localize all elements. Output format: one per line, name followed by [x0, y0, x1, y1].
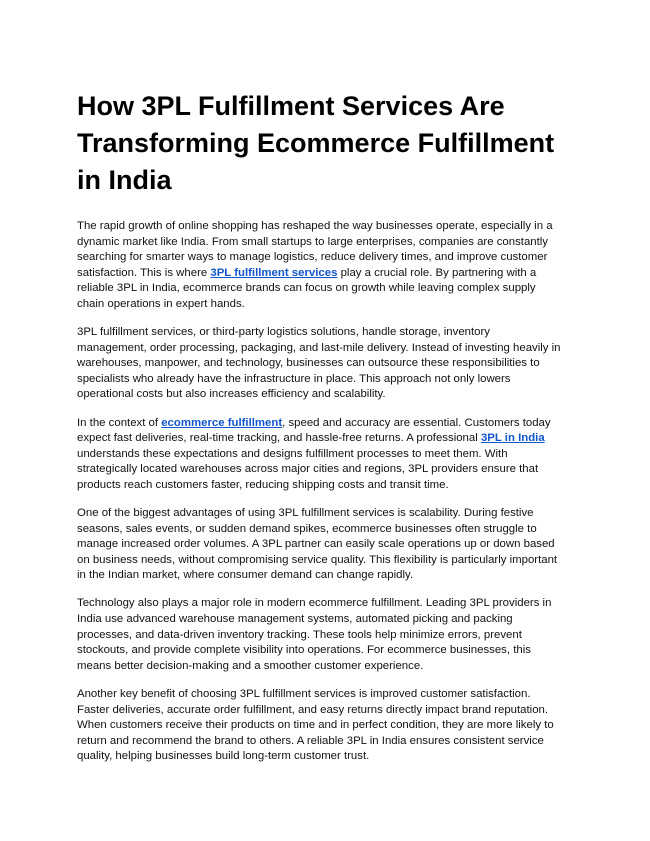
paragraph [77, 325, 577, 403]
text-line [77, 325, 577, 341]
text-span: When customers receive their products on time and in perfect condition, they are more likely to [77, 719, 554, 732]
text-line [77, 596, 577, 612]
text-line [77, 250, 577, 266]
text-line [77, 219, 577, 235]
text-line [77, 281, 577, 297]
text-line [77, 506, 577, 522]
text-span: , speed and accuracy are essential. Customers today [282, 416, 551, 429]
text-span: in the Indian market, where consumer demand can change rapidly. [77, 569, 414, 582]
text-line [77, 447, 577, 463]
text-line [77, 356, 577, 372]
title-line: in India [77, 165, 172, 195]
text-line [77, 462, 577, 478]
text-span: expect fast deliveries, real-time tracking, and hassle-free returns. A professional [77, 432, 481, 445]
text-span: One of the biggest advantages of using 3PL fulfillment services is scalability. During festive [77, 507, 534, 519]
paragraph [77, 596, 577, 674]
text-line [77, 431, 577, 447]
text-line [77, 478, 577, 494]
inline-link[interactable]: ecommerce fulfillment [161, 416, 283, 429]
text-span: on business needs, without compromising service quality. This flexibility is particularly important [77, 553, 558, 566]
text-span: warehouses, manpower, and technology, businesses can outsource these responsibilities to [77, 357, 540, 370]
text-span: Faster deliveries, accurate order fulfillment, and easy returns directly impact brand reputation. [77, 703, 549, 716]
text-line [77, 537, 577, 553]
text-line [77, 341, 577, 357]
text-span: searching for smarter ways to manage logistics, reduce delivery times, and improve customer [77, 251, 548, 264]
text-line [77, 387, 577, 403]
paragraph [77, 219, 577, 313]
text-line [77, 659, 577, 675]
text-span: strategically located warehouses across major cities and regions, 3PL providers ensure that [77, 463, 539, 476]
text-span: products reach customers faster, reducing shipping costs and transit time. [77, 478, 449, 491]
text-span: processes, and data-driven inventory tracking. These tools help minimize errors, prevent [77, 628, 522, 641]
text-span: Technology also plays a major role in modern ecommerce fulfillment. Leading 3PL providers in [77, 597, 552, 610]
text-span: stockouts, and provide complete visibility into operations. For ecommerce businesses, this [77, 644, 531, 657]
text-line [77, 416, 577, 432]
text-line [77, 372, 577, 388]
text-span: manage increased order volumes. A 3PL partner can easily scale operations up or down based [77, 538, 555, 551]
text-span: India use advanced warehouse management systems, automated picking and packing [77, 613, 513, 626]
title-line: How 3PL Fulfillment Services Are [77, 91, 505, 121]
text-span: means better decision-making and a smoother customer experience. [77, 659, 424, 672]
text-span: satisfaction. This is where [77, 266, 211, 279]
text-line [77, 235, 577, 251]
text-span: understands these expectations and designs fulfillment processes to meet them. With [77, 447, 508, 460]
inline-link[interactable]: 3PL in India [480, 432, 545, 445]
text-line [77, 718, 577, 734]
text-span: play a crucial role. By partnering with a [337, 266, 537, 279]
text-span: specialists who already have the infrastructure in place. This approach not only lowers [77, 372, 511, 385]
text-line [77, 749, 577, 765]
text-line [77, 687, 577, 703]
text-span: return and recommend the brand to others. A reliable 3PL in India ensures consistent service [77, 734, 544, 747]
text-line [77, 553, 577, 569]
paragraph [77, 687, 577, 765]
document-page [77, 88, 577, 777]
text-line [77, 297, 577, 313]
text-span: quality, helping businesses build long-term customer trust. [77, 750, 370, 763]
text-line [77, 643, 577, 659]
text-span: 3PL fulfillment services, or third-party logistics solutions, handle storage, inventory [77, 326, 490, 339]
paragraph [77, 416, 577, 494]
text-span: dynamic market like India. From small startups to large enterprises, companies are constantly [77, 235, 549, 248]
text-span: chain operations in expert hands. [77, 297, 245, 310]
text-span: reliable 3PL in India, ecommerce brands can focus on growth while leaving complex supply [77, 282, 536, 295]
text-span: management, order processing, packaging, and last-mile delivery. Instead of investing heavily in [77, 341, 561, 354]
text-line [77, 612, 577, 628]
text-span: Another key benefit of choosing 3PL fulfillment services is improved customer satisfaction. [77, 687, 531, 700]
paragraph [77, 506, 577, 584]
article-body [77, 219, 577, 765]
inline-link[interactable]: 3PL fulfillment services [210, 266, 338, 279]
text-span: The rapid growth of online shopping has reshaped the way businesses operate, especially in a [77, 220, 553, 232]
text-line [77, 703, 577, 719]
text-span: In the context of [77, 416, 162, 429]
title-line: Transforming Ecommerce Fulfillment [77, 128, 555, 158]
text-span: operational costs but also increases efficiency and scalability. [77, 388, 386, 401]
text-line [77, 266, 577, 282]
text-line [77, 522, 577, 538]
text-line [77, 628, 577, 644]
text-line [77, 734, 577, 750]
text-span: seasons, sales events, or sudden demand spikes, ecommerce businesses often struggle to [77, 522, 537, 535]
text-line [77, 568, 577, 584]
page-title [77, 88, 577, 199]
